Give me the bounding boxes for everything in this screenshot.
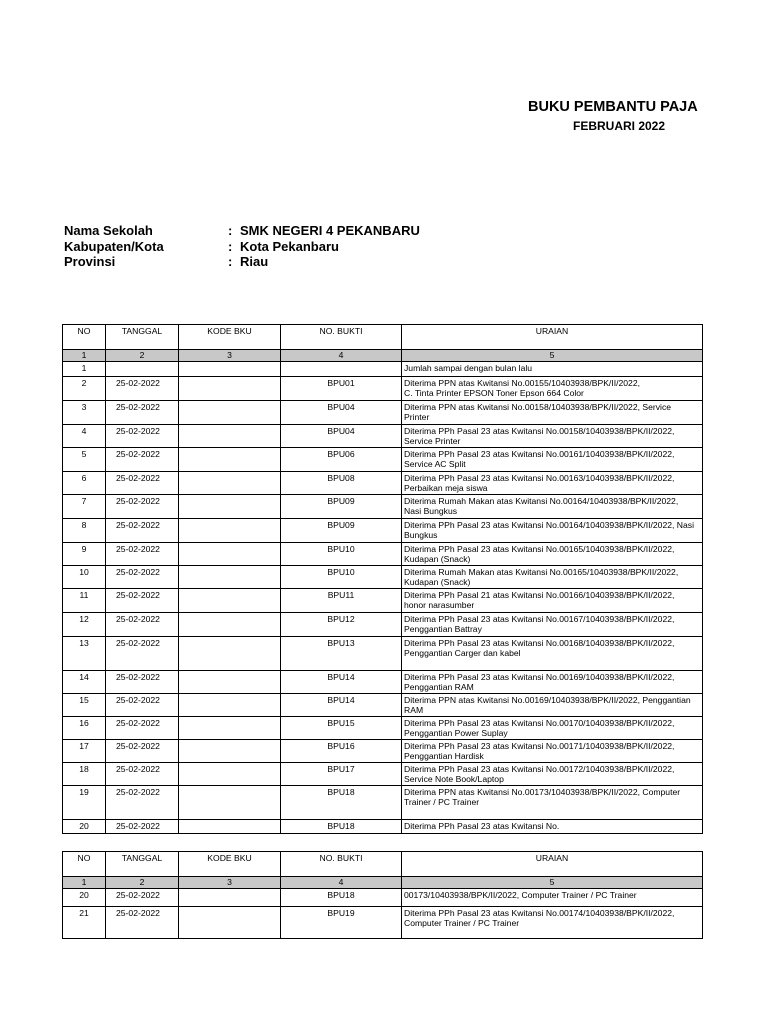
cell-uraian: Diterima PPh Pasal 23 atas Kwitansi No. — [402, 820, 703, 834]
cell-uraian: Diterima Rumah Makan atas Kwitansi No.00164/10403938/BPK/II/2022, Nasi Bungkus — [402, 495, 703, 519]
table-row — [63, 472, 703, 495]
cell-uraian: Diterima PPh Pasal 23 atas Kwitansi No.00163/10403938/BPK/II/2022, Perbaikan meja siswa — [402, 472, 703, 495]
column-number: 3 — [179, 350, 281, 362]
column-header-no-bukti: NO. BUKTI — [281, 325, 402, 350]
cell-kode-bku — [179, 786, 281, 820]
cell-no: 19 — [63, 786, 106, 820]
table-row — [63, 495, 703, 519]
cell-kode-bku — [179, 425, 281, 448]
info-label: Nama Sekolah — [64, 223, 153, 238]
cell-uraian: Diterima PPh Pasal 23 atas Kwitansi No.00161/10403938/BPK/II/2022, Service AC Split — [402, 448, 703, 472]
cell-no-bukti: BPU14 — [281, 671, 402, 694]
ledger-table-page1 — [62, 324, 703, 834]
cell-no: 8 — [63, 519, 106, 543]
cell-date: 25-02-2022 — [106, 820, 179, 834]
column-number: 4 — [281, 877, 402, 889]
column-number: 1 — [63, 350, 106, 362]
cell-uraian: Diterima PPh Pasal 21 atas Kwitansi No.00166/10403938/BPK/II/2022, honor narasumber — [402, 589, 703, 613]
column-number: 5 — [402, 877, 703, 889]
cell-no-bukti: BPU01 — [281, 377, 402, 401]
column-header-no: NO — [63, 325, 106, 350]
cell-no-bukti: BPU19 — [281, 907, 402, 939]
cell-kode-bku — [179, 907, 281, 939]
cell-kode-bku — [179, 589, 281, 613]
cell-uraian: Diterima PPh Pasal 23 atas Kwitansi No.00170/10403938/BPK/II/2022, Penggantian Power Suplay — [402, 717, 703, 740]
cell-no: 10 — [63, 566, 106, 589]
cell-no: 15 — [63, 694, 106, 717]
cell-date — [106, 362, 179, 377]
table-row — [63, 889, 703, 907]
column-number: 3 — [179, 877, 281, 889]
table-row — [63, 671, 703, 694]
column-number: 2 — [106, 350, 179, 362]
cell-no-bukti: BPU15 — [281, 717, 402, 740]
table-row — [63, 589, 703, 613]
cell-date: 25-02-2022 — [106, 543, 179, 566]
table-row — [63, 786, 703, 820]
table-row — [63, 717, 703, 740]
cell-kode-bku — [179, 362, 281, 377]
cell-no: 1 — [63, 362, 106, 377]
column-header-date: TANGGAL — [106, 852, 179, 877]
cell-date: 25-02-2022 — [106, 637, 179, 671]
cell-no: 14 — [63, 671, 106, 694]
cell-no-bukti: BPU04 — [281, 401, 402, 425]
cell-date: 25-02-2022 — [106, 519, 179, 543]
cell-kode-bku — [179, 519, 281, 543]
cell-no: 21 — [63, 907, 106, 939]
info-row-school — [64, 223, 420, 239]
cell-date: 25-02-2022 — [106, 907, 179, 939]
cell-no: 11 — [63, 589, 106, 613]
cell-no: 3 — [63, 401, 106, 425]
table-row — [63, 377, 703, 401]
cell-kode-bku — [179, 637, 281, 671]
info-colon: : — [228, 223, 233, 238]
cell-date: 25-02-2022 — [106, 786, 179, 820]
cell-kode-bku — [179, 543, 281, 566]
cell-date: 25-02-2022 — [106, 740, 179, 763]
cell-no-bukti: BPU17 — [281, 763, 402, 786]
cell-uraian: Jumlah sampai dengan bulan lalu — [402, 362, 703, 377]
cell-kode-bku — [179, 889, 281, 907]
cell-date: 25-02-2022 — [106, 566, 179, 589]
info-label: Provinsi — [64, 254, 116, 269]
cell-date: 25-02-2022 — [106, 694, 179, 717]
cell-date: 25-02-2022 — [106, 671, 179, 694]
cell-uraian: Diterima PPN atas Kwitansi No.00158/10403938/BPK/II/2022, Service Printer — [402, 401, 703, 425]
column-number-row — [63, 877, 703, 889]
cell-uraian: Diterima PPN atas Kwitansi No.00169/10403938/BPK/II/2022, Penggantian RAM — [402, 694, 703, 717]
cell-uraian: Diterima PPh Pasal 23 atas Kwitansi No.00171/10403938/BPK/II/2022, Penggantian Hardisk — [402, 740, 703, 763]
cell-date: 25-02-2022 — [106, 589, 179, 613]
cell-uraian: 00173/10403938/BPK/II/2022, Computer Trainer / PC Trainer — [402, 889, 703, 907]
ledger-table-page2 — [62, 851, 703, 939]
table-row — [63, 763, 703, 786]
school-info — [64, 223, 420, 270]
column-header-no: NO — [63, 852, 106, 877]
info-colon: : — [228, 238, 233, 254]
cell-no: 18 — [63, 763, 106, 786]
cell-no: 17 — [63, 740, 106, 763]
cell-kode-bku — [179, 495, 281, 519]
cell-kode-bku — [179, 448, 281, 472]
column-header-uraian: URAIAN — [402, 852, 703, 877]
document-title: BUKU PEMBANTU PAJA — [528, 99, 698, 115]
cell-kode-bku — [179, 472, 281, 495]
cell-no: 20 — [63, 889, 106, 907]
column-header-kode-bku: KODE BKU — [179, 852, 281, 877]
cell-date: 25-02-2022 — [106, 401, 179, 425]
table-row — [63, 362, 703, 377]
column-header-uraian: URAIAN — [402, 325, 703, 350]
info-label: Kabupaten/Kota — [64, 238, 164, 254]
column-number: 4 — [281, 350, 402, 362]
cell-no-bukti: BPU10 — [281, 543, 402, 566]
cell-no: 13 — [63, 637, 106, 671]
column-number: 1 — [63, 877, 106, 889]
cell-date: 25-02-2022 — [106, 613, 179, 637]
cell-date: 25-02-2022 — [106, 889, 179, 907]
cell-no: 16 — [63, 717, 106, 740]
cell-no-bukti: BPU06 — [281, 448, 402, 472]
info-row-province — [64, 254, 420, 270]
column-number: 2 — [106, 877, 179, 889]
table-row — [63, 543, 703, 566]
table-row — [63, 519, 703, 543]
cell-no-bukti: BPU14 — [281, 694, 402, 717]
column-number-row — [63, 350, 703, 362]
table-row — [63, 740, 703, 763]
cell-no: 4 — [63, 425, 106, 448]
column-header-date: TANGGAL — [106, 325, 179, 350]
cell-no: 7 — [63, 495, 106, 519]
cell-no-bukti — [281, 362, 402, 377]
cell-uraian: Diterima PPN atas Kwitansi No.00173/10403938/BPK/II/2022, Computer Trainer / PC Trainer — [402, 786, 703, 820]
table-row — [63, 425, 703, 448]
cell-kode-bku — [179, 740, 281, 763]
info-colon: : — [228, 254, 233, 269]
cell-no-bukti: BPU12 — [281, 613, 402, 637]
info-value: Kota Pekanbaru — [240, 238, 339, 254]
cell-uraian: Diterima PPh Pasal 23 atas Kwitansi No.00169/10403938/BPK/II/2022, Penggantian RAM — [402, 671, 703, 694]
column-header-no-bukti: NO. BUKTI — [281, 852, 402, 877]
cell-date: 25-02-2022 — [106, 763, 179, 786]
cell-no-bukti: BPU18 — [281, 820, 402, 834]
cell-kode-bku — [179, 763, 281, 786]
info-value: SMK NEGERI 4 PEKANBARU — [240, 223, 420, 238]
cell-no-bukti: BPU09 — [281, 519, 402, 543]
cell-uraian: Diterima PPh Pasal 23 atas Kwitansi No.00172/10403938/BPK/II/2022, Service Note Book/Laptop — [402, 763, 703, 786]
cell-kode-bku — [179, 401, 281, 425]
cell-date: 25-02-2022 — [106, 495, 179, 519]
table-header-row — [63, 852, 703, 877]
cell-kode-bku — [179, 613, 281, 637]
cell-kode-bku — [179, 377, 281, 401]
cell-no-bukti: BPU13 — [281, 637, 402, 671]
cell-kode-bku — [179, 566, 281, 589]
table-row — [63, 907, 703, 939]
cell-no-bukti: BPU11 — [281, 589, 402, 613]
info-row-city — [64, 239, 420, 255]
cell-uraian: Diterima PPh Pasal 23 atas Kwitansi No.00164/10403938/BPK/II/2022, Nasi Bungkus — [402, 519, 703, 543]
cell-date: 25-02-2022 — [106, 377, 179, 401]
cell-uraian: Diterima PPh Pasal 23 atas Kwitansi No.00167/10403938/BPK/II/2022, Penggantian Battray — [402, 613, 703, 637]
cell-no-bukti: BPU16 — [281, 740, 402, 763]
cell-date: 25-02-2022 — [106, 717, 179, 740]
table-row — [63, 694, 703, 717]
table-row — [63, 448, 703, 472]
cell-uraian: Diterima PPh Pasal 23 atas Kwitansi No.00174/10403938/BPK/II/2022, Computer Trainer / PC Trainer — [402, 907, 703, 939]
cell-no: 20 — [63, 820, 106, 834]
cell-no: 9 — [63, 543, 106, 566]
cell-date: 25-02-2022 — [106, 472, 179, 495]
cell-date: 25-02-2022 — [106, 425, 179, 448]
table-row — [63, 401, 703, 425]
document-period: FEBRUARI 2022 — [573, 119, 666, 133]
table-header-row — [63, 325, 703, 350]
cell-no: 2 — [63, 377, 106, 401]
cell-no-bukti: BPU04 — [281, 425, 402, 448]
cell-no-bukti: BPU09 — [281, 495, 402, 519]
cell-kode-bku — [179, 671, 281, 694]
info-value: Riau — [240, 254, 269, 269]
cell-kode-bku — [179, 694, 281, 717]
cell-uraian: Diterima PPh Pasal 23 atas Kwitansi No.00158/10403938/BPK/II/2022, Service Printer — [402, 425, 703, 448]
cell-uraian: Diterima Rumah Makan atas Kwitansi No.00165/10403938/BPK/II/2022, Kudapan (Snack) — [402, 566, 703, 589]
cell-no: 6 — [63, 472, 106, 495]
cell-kode-bku — [179, 820, 281, 834]
cell-no: 12 — [63, 613, 106, 637]
cell-kode-bku — [179, 717, 281, 740]
cell-no-bukti: BPU08 — [281, 472, 402, 495]
table-row — [63, 613, 703, 637]
cell-uraian: Diterima PPh Pasal 23 atas Kwitansi No.00165/10403938/BPK/II/2022, Kudapan (Snack) — [402, 543, 703, 566]
cell-no: 5 — [63, 448, 106, 472]
cell-date: 25-02-2022 — [106, 448, 179, 472]
column-number: 5 — [402, 350, 703, 362]
cell-uraian: Diterima PPN atas Kwitansi No.00155/10403938/BPK/II/2022, C. Tinta Printer EPSON Toner Epson 664 Color — [402, 377, 703, 401]
cell-no-bukti: BPU18 — [281, 786, 402, 820]
cell-uraian: Diterima PPh Pasal 23 atas Kwitansi No.00168/10403938/BPK/II/2022, Penggantian Carger dan kabel — [402, 637, 703, 671]
cell-no-bukti: BPU10 — [281, 566, 402, 589]
column-header-kode-bku: KODE BKU — [179, 325, 281, 350]
table-row — [63, 637, 703, 671]
table-row — [63, 820, 703, 834]
cell-no-bukti: BPU18 — [281, 889, 402, 907]
table-row — [63, 566, 703, 589]
